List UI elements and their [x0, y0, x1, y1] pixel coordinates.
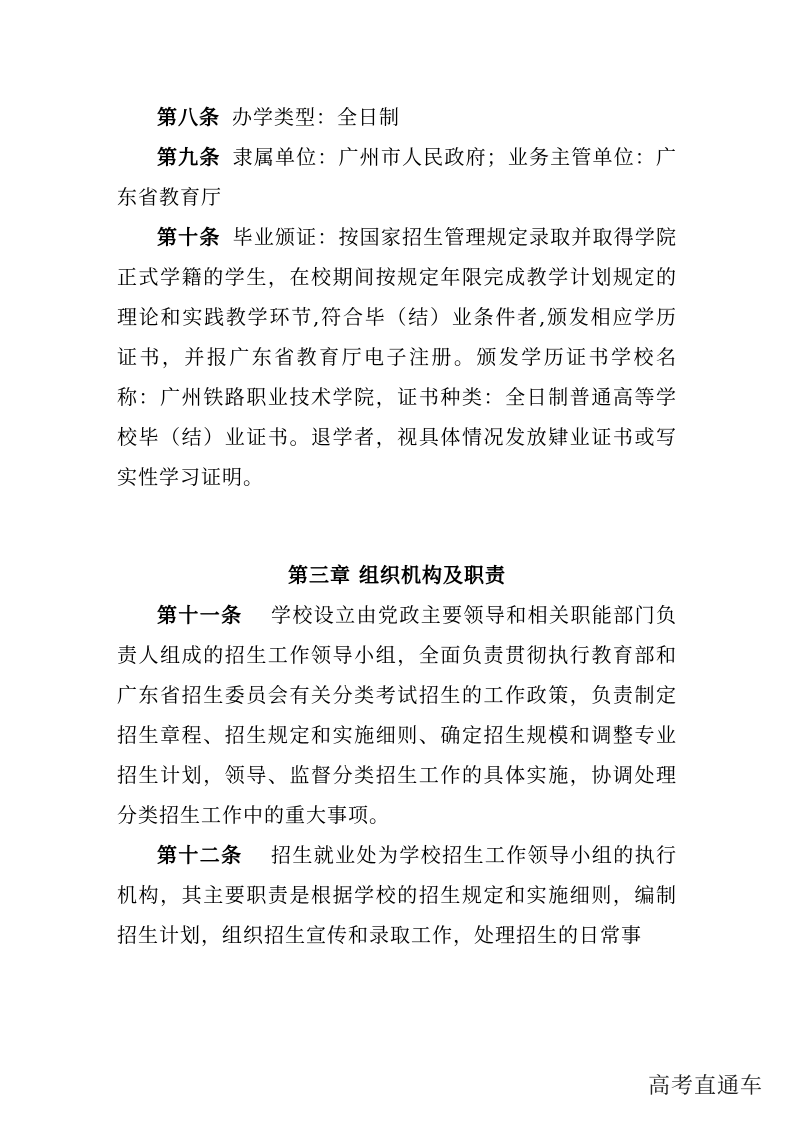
article-heading: 第九条 — [157, 145, 221, 169]
article-text: 招生就业处为学校招生工作领导小组的执行机构，其主要职责是根据学校的招生规定和实施细则，编制招生计划，组织招生宣传和录取工作，处理招生的日常事 — [117, 843, 678, 947]
article-text: 学校设立由党政主要领导和相关职能部门负责人组成的招生工作领导小组，全面负责贯彻执行教育部和广东省招生委员会有关分类考试招生的工作政策，负责制定招生章程、招生规定和实施细则、确定招生规模和调整专业招生计划，领导、监督分类招生工作的具体实施，协调处理分类招生工作中的重大事项。 — [117, 603, 678, 827]
article-text: 隶属单位：广州市人民政府；业务主管单位：广东省教育厅 — [117, 145, 677, 209]
watermark-text: 高考直通车 — [647, 1074, 763, 1099]
article-9 — [117, 137, 677, 217]
article-heading: 第十二条 — [157, 843, 243, 867]
chapter-title: 第三章 组织机构及职责 — [288, 563, 506, 587]
article-text: 毕业颁证：按国家招生管理规定录取并取得学院正式学籍的学生，在校期间按规定年限完成教学计划规定的理论和实践教学环节,符合毕（结）业条件者,颁发相应学历证书，并报广东省教育厅电子注册。颁发学历证书学校名称：广州铁路职业技术学院，证书种类：全日制普通高等学校毕（结）业证书。退学者，视具体情况发放肄业证书或写实性学习证明。 — [117, 225, 677, 489]
article-heading: 第十条 — [157, 225, 221, 249]
article-8 — [117, 97, 677, 137]
article-12 — [117, 835, 677, 955]
document-body — [117, 97, 677, 955]
article-heading: 第十一条 — [157, 603, 243, 627]
article-text: 办学类型：全日制 — [232, 105, 400, 129]
article-heading: 第八条 — [157, 105, 220, 129]
article-11 — [117, 595, 677, 835]
article-10 — [117, 217, 677, 497]
